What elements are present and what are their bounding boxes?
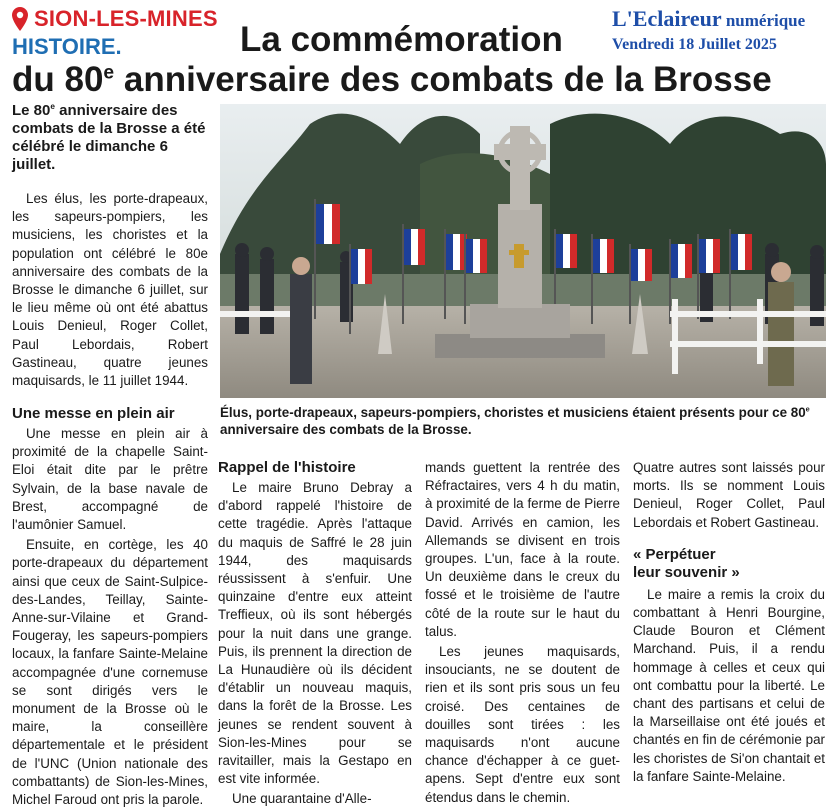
col4-paragraph-2: Le maire a remis la croix du combattant à Henri Bourgine, Claude Bouron et Clément Marchand. Puis, il a rendu hommage à celles et ceux qui ont combattu pour la liberté. Le chant des partisans et celui de la Marseillaise ont été joués et chantés en fin de cérémonie par les choristes de Si'on chantait et la fanfare Sainte-Melaine. [633,586,825,784]
intro-paragraph: Les élus, les porte-drapeaux, les sapeurs-pompiers, les musiciens, les choristes et la population ont célébré le 80e anniversaire des combats de la Brosse le dimanche 6 juillet, sur le lieu même où ont été abattus Louis Denieul, Roger Collet, Paul Lebordais, Robert Gastineau, quatre jeunes maquisards, le 11 juillet 1944. [12,191,208,389]
headline-line-1: La commémoration [240,20,563,59]
messe-paragraph-1: Une messe en plein air à proximité de la chapelle Saint-Eloi était dite par le prêtre Sylvain, de la base navale de Brest, accompagné de l'aumônier Samuel. [12,426,208,533]
section-rappel [218,459,412,809]
headline-line-2: du 80e anniversaire des combats de la Brosse [12,60,772,99]
photo-caption: Élus, porte-drapeaux, sapeurs-pompiers, choristes et musiciens étaient présents pour ce 80e anniversaire des combats de la Brosse. [220,404,810,437]
ceremony-photo-illustration [220,104,826,398]
location-label [12,6,218,32]
ceremony-photo [220,104,826,398]
section-souvenir-title: « Perpétuer leur souvenir » [633,545,740,581]
location-text: SION-LES-MINES [34,6,218,31]
col4-paragraph-1: Quatre autres sont laissés pour morts. Ils se nomment Louis Denieul, Roger Collet, Paul Lebordais et Robert Gastineau. [633,460,825,530]
rappel-paragraph-1: Le maire Bruno Debray a d'abord rappelé l'histoire de cette tragédie. Après l'attaque du maquis de Saffré le 28 juin 1944, des maquisards réussissent à s'enfuir. Une quinzaine d'entre eux atteint Treffieux, où ils sont hébergés pour la nuit dans une grange. Puis, ils prennent la direction de La Hunaudière où ils décident d'établir un nouveau maquis, dans la forêt de la Brosse. Les jeunes se rendent souvent à Sion-les-Mines pour se ravitailler, mais la Gestapo en est vite informée. [218,480,412,787]
section-messe-title: Une messe en plein air [12,405,175,422]
column-3 [425,459,620,807]
messe-paragraph-2: Ensuite, en cortège, les 40 porte-drapeaux du département ainsi que ceux de Saint-Sulpice-des-Landes, Teillay, Sainte-Anne-sur-Vilaine et Grand-Fougeray, les sapeurs-pompiers locaux, la fanfare Sainte-Melaine accompagnée d'une cornemuse se sont dirigés vers le monument de la Brosse où le maire, la conseillère départementale et le président de l'UNC (Union nationale des combattants) de Sion-les-Mines, Michel Faroud ont pris la parole. [12,537,208,808]
map-pin-icon [12,7,28,31]
intro-paragraph-block [12,190,208,390]
section-rappel-title: Rappel de l'histoire [218,459,356,476]
section-messe [12,405,208,809]
article-lead: Le 80e anniversaire des combats de la Brosse a été célébré le dimanche 6 juillet. [12,102,206,173]
col3-paragraph-2: Les jeunes maquisards, insouciants, ne se doutent de rien et ils sont pris sous un feu croisé. Des centaines de douilles sont tirées : les maquisards n'ont aucune chance d'échapper à ce guet-apens. Sept d'entre eux sont étendus dans le chemin. [425,644,620,805]
masthead-brand: L'Eclaireur [612,6,722,31]
masthead-date: Vendredi 18 Juillet 2025 [612,36,777,53]
masthead-brand-suffix: numérique [721,11,806,30]
masthead [612,6,834,54]
rappel-paragraph-2-start: Une quarantaine d'Alle- [232,791,372,807]
column-4 [633,459,825,786]
col3-paragraph-1: mands guettent la rentrée des Réfractaires, vers 4 h du matin, à proximité de la ferme de Pierre David. Arrivés en camion, les Allemands se divisent en trois groupes. L'un, face à la route. Un deuxième dans le creux du fossé et le troisième de l'autre côté de la route sur le haut du talus. [425,460,620,639]
rubric-label: HISTOIRE. [12,34,122,59]
